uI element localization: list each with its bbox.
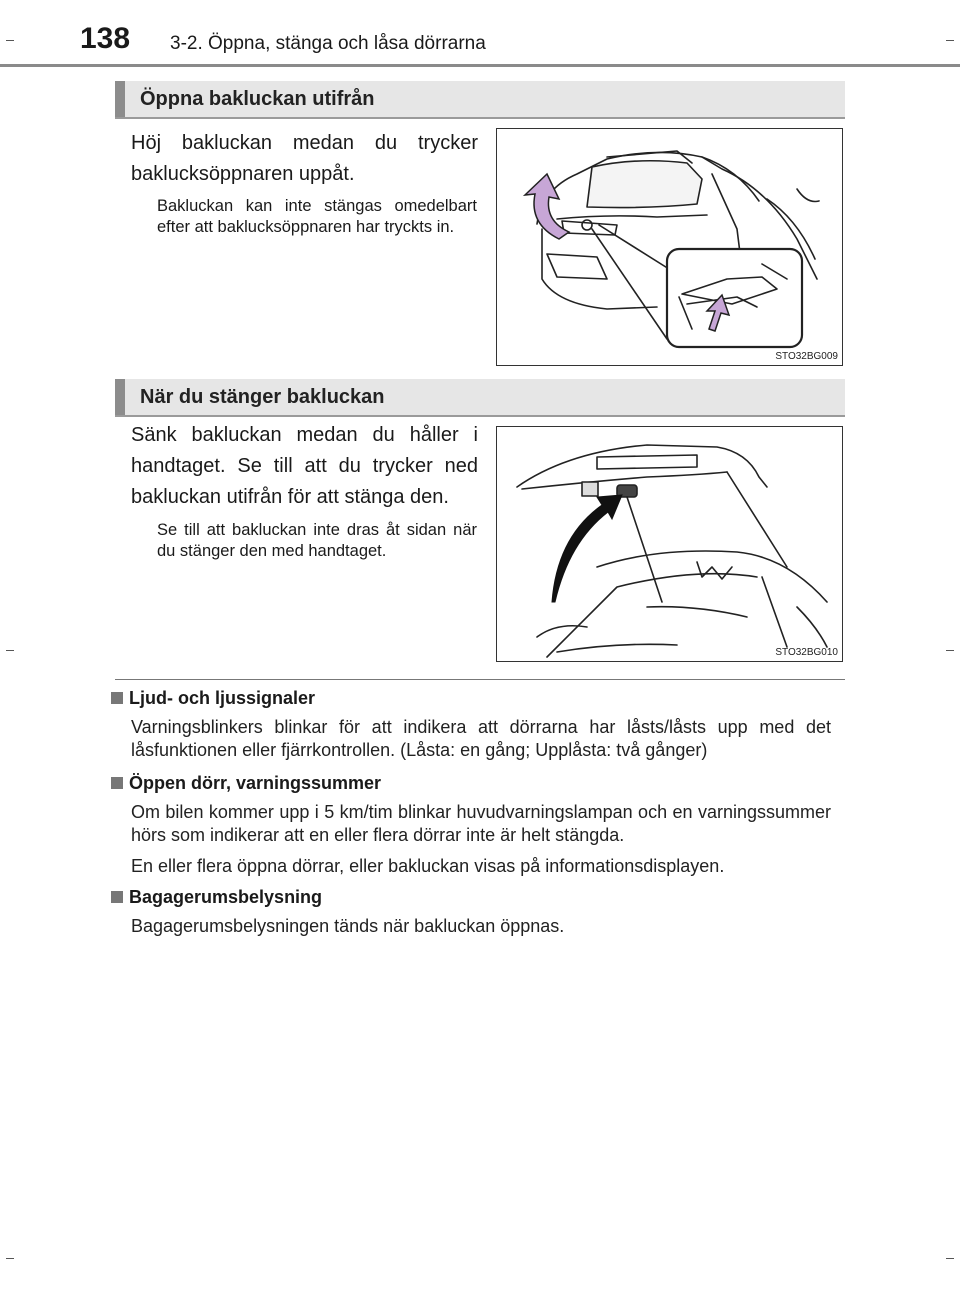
section-heading-open-from-outside [115, 81, 845, 119]
crop-mark [946, 650, 954, 651]
section-title: När du stänger bakluckan [140, 386, 385, 408]
info-heading-label: Bagagerumsbelysning [129, 887, 323, 907]
header-rule [0, 64, 960, 67]
lift-arrow-icon [525, 174, 569, 239]
crop-mark [6, 650, 14, 651]
section-title: Öppna bakluckan utifrån [140, 88, 375, 110]
figure-code: STO32BG009 [775, 351, 838, 362]
info-paragraph: Bagagerumsbelysningen tänds när bakluckan öppnas. [131, 916, 565, 936]
info-paragraph: Varningsblinkers blinkar för att indikera att dörrarna har låsts/låsts upp med det låsfunktionen eller fjärrkontrollen. (Låsta: en gång; Upplåsta: två gånger) [131, 717, 831, 760]
figure-open-tailgate [496, 128, 843, 366]
info-heading [111, 773, 381, 794]
info-heading-label: Öppen dörr, varningssummer [129, 773, 382, 793]
section-divider [115, 679, 845, 680]
instruction-text: Sänk bakluckan medan du håller i handtaget. Se till att du trycker ned bakluckan utifrån för att stänga den. [131, 424, 478, 508]
section-accent [115, 81, 125, 117]
section-accent [115, 379, 125, 415]
instruction-text: Höj bakluckan medan du trycker baklucksöppnaren uppåt. [131, 132, 478, 185]
chapter-title: 3-2. Öppna, stänga och låsa dörrarna [170, 33, 486, 54]
section-heading-close-tailgate [115, 379, 845, 417]
figure-close-tailgate [496, 426, 843, 662]
info-heading [111, 688, 315, 709]
figure-code: STO32BG010 [775, 647, 838, 658]
note-text: Se till att bakluckan inte dras åt sidan när du stänger den med handtaget. [157, 521, 477, 560]
crop-mark [6, 1258, 14, 1259]
crop-mark [946, 1258, 954, 1259]
crop-mark [946, 40, 954, 41]
info-paragraph: En eller flera öppna dörrar, eller bakluckan visas på informationsdisplayen. [131, 856, 725, 876]
page-number: 138 [80, 22, 131, 55]
square-bullet-icon [111, 891, 123, 903]
tailgate-opener-illustration [497, 129, 842, 365]
tailgate-handle-illustration [497, 427, 842, 661]
crop-mark [6, 40, 14, 41]
note-text: Bakluckan kan inte stängas omedelbart efter att baklucksöppnaren har tryckts in. [157, 197, 477, 236]
info-paragraph: Om bilen kommer upp i 5 km/tim blinkar huvudvarningslampan och en varningssummer hörs som indikerar att en eller flera dörrar inte är helt stängda. [131, 802, 831, 845]
info-heading [111, 887, 322, 908]
square-bullet-icon [111, 692, 123, 704]
info-heading-label: Ljud- och ljussignaler [129, 688, 316, 708]
square-bullet-icon [111, 777, 123, 789]
push-down-arrow-icon [552, 495, 622, 602]
